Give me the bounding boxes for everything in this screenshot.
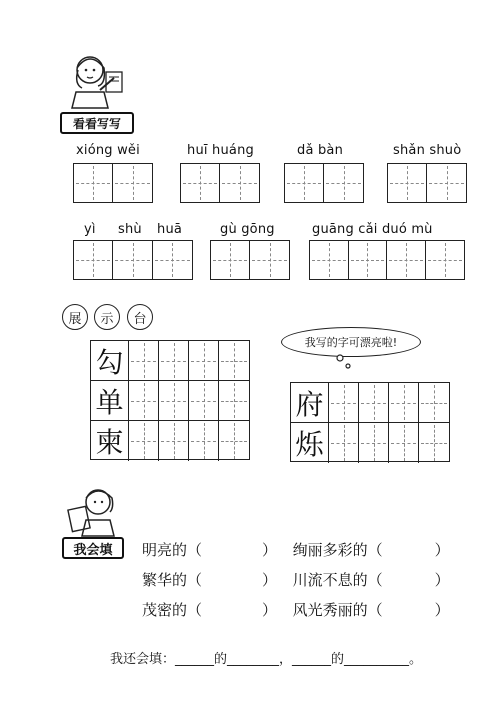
badge-zhan: 展 <box>62 304 88 330</box>
fill-phrase-mingliang: 明亮的（ <box>142 541 203 559</box>
model-char-fu: 府 <box>291 383 329 422</box>
badge-tai: 台 <box>127 304 153 330</box>
char-practice-grid-left[interactable] <box>90 340 250 460</box>
bottom-fill-line[interactable]: 我还会填：______的________，______的__________。 <box>110 652 423 667</box>
fill-phrase-chuanliubuxi: 川流不息的（ <box>292 571 383 589</box>
section-label-wohuitian: 我会填 <box>62 537 124 559</box>
girl-reading-illustration <box>64 482 126 540</box>
writing-grid-shanshuo[interactable] <box>387 163 467 203</box>
pinyin-yi: yì <box>84 222 96 237</box>
fill-phrase-fanhua: 繁华的（ <box>142 571 203 589</box>
close-paren: ） <box>262 601 278 619</box>
practice-row-fu[interactable] <box>291 383 449 423</box>
section-label-kankan-xiexie: 看看写写 <box>60 112 134 134</box>
model-char-gou: 勾 <box>91 341 129 380</box>
pinyin-huihuang: huī huáng <box>187 143 254 158</box>
fill-row-2 <box>142 569 450 590</box>
close-paren: ） <box>434 541 450 559</box>
pinyin-guangcaiduomu: guāng cǎi duó mù <box>312 222 433 237</box>
writing-grid-huihuang[interactable] <box>180 163 260 203</box>
pinyin-shanshuo: shǎn shuò <box>393 143 462 158</box>
fill-row-1 <box>142 539 450 560</box>
practice-row-dan[interactable] <box>91 381 249 421</box>
model-char-dan: 单 <box>91 381 129 420</box>
pinyin-xiongwei: xióng wěi <box>76 143 140 158</box>
fill-phrase-maomi: 茂密的（ <box>142 601 203 619</box>
girl-writing-illustration <box>62 50 132 120</box>
writing-grid-xiongwei[interactable] <box>73 163 153 203</box>
speech-bubble: 我写的字可漂亮啦! <box>281 327 421 357</box>
fill-row-3 <box>142 599 450 620</box>
practice-row-jian[interactable] <box>91 421 249 461</box>
pinyin-daban: dǎ bàn <box>297 143 344 158</box>
writing-grid-gugong[interactable] <box>210 240 290 280</box>
fill-phrase-fengguangxiuli: 风光秀丽的（ <box>292 601 383 619</box>
model-char-shuo: 烁 <box>291 423 329 463</box>
pinyin-gugong: gù gōng <box>220 222 275 237</box>
char-practice-grid-right[interactable] <box>290 382 450 462</box>
writing-grid-daban[interactable] <box>284 163 364 203</box>
pinyin-hua: huā <box>157 222 183 237</box>
bubble-tail-icon <box>330 352 360 372</box>
badge-shi: 示 <box>94 304 120 330</box>
close-paren: ） <box>434 601 450 619</box>
writing-grid-guangcaiduomu[interactable] <box>309 240 465 280</box>
close-paren: ） <box>262 541 278 559</box>
pinyin-shu: shù <box>118 222 142 237</box>
fill-phrase-xuanliduocai: 绚丽多彩的（ <box>292 541 383 559</box>
writing-grid-yishuhua[interactable] <box>73 240 193 280</box>
practice-row-shuo[interactable] <box>291 423 449 463</box>
close-paren: ） <box>434 571 450 589</box>
model-char-jian: 柬 <box>91 421 129 461</box>
close-paren: ） <box>262 571 278 589</box>
practice-row-gou[interactable] <box>91 341 249 381</box>
